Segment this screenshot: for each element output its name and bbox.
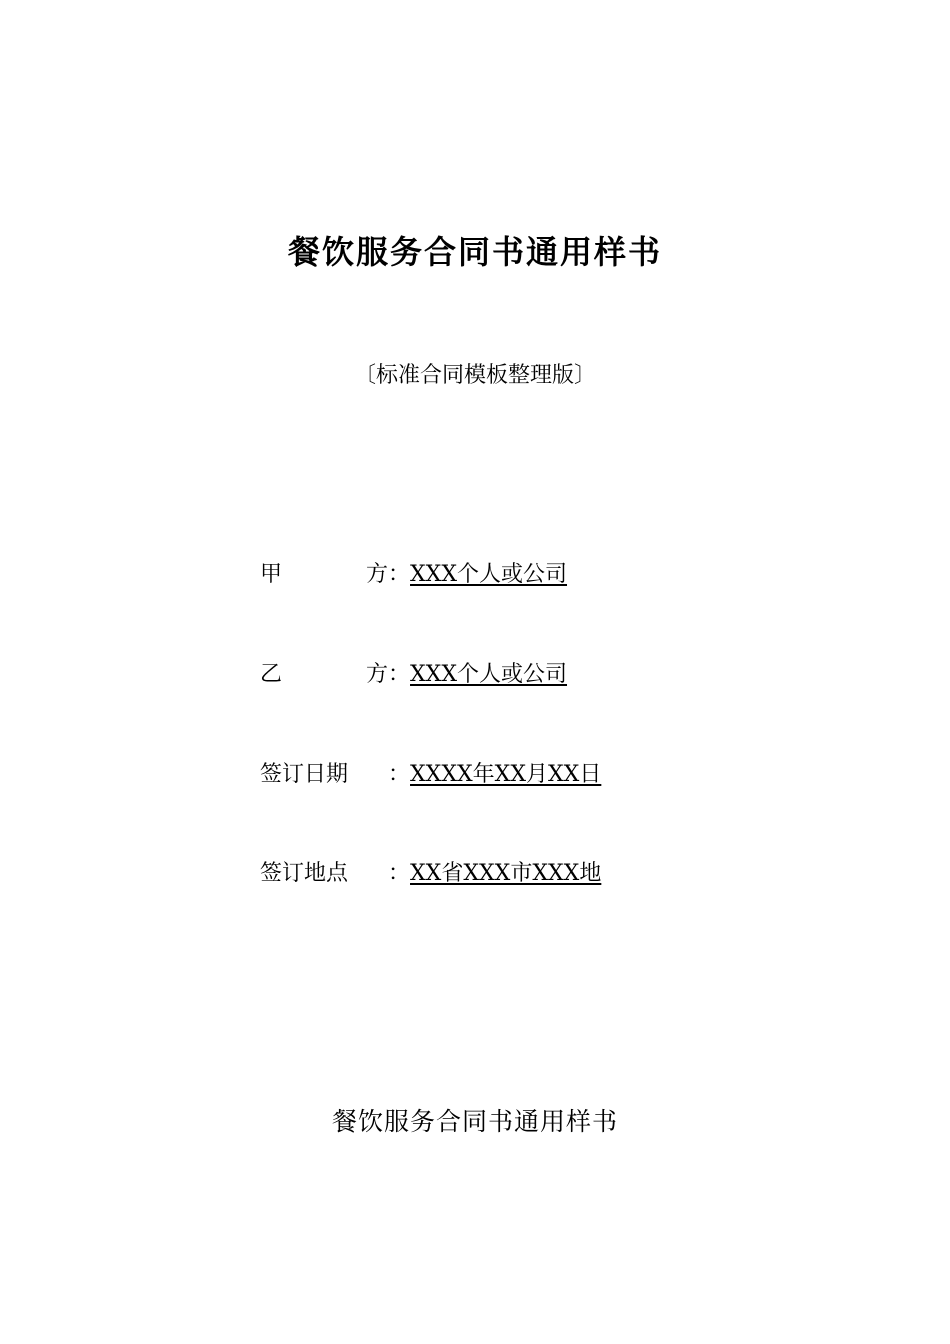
- party-a-field: [260, 560, 636, 590]
- party-b-colon: ：: [388, 662, 411, 687]
- party-b-field: [260, 660, 636, 690]
- party-a-colon: ：: [388, 562, 411, 587]
- document-subtitle: 〔标准合同模板整理版〕: [353, 363, 596, 388]
- party-a-value: XXX个人或公司: [410, 562, 568, 587]
- signing-place-value: XX省XXX市XXX地: [410, 861, 602, 886]
- signing-date-colon: ：: [388, 762, 411, 787]
- party-a-label: 甲方: [260, 562, 388, 587]
- document-title: 餐饮服务合同书通用样书: [287, 233, 662, 271]
- signing-date-label: 签订日期: [260, 762, 349, 787]
- party-b-label: 乙方: [260, 662, 388, 687]
- signing-place-label: 签订地点: [260, 861, 349, 886]
- signing-date-field: [260, 760, 658, 790]
- footer-title: 餐饮服务合同书通用样书: [331, 1107, 618, 1136]
- signing-date-value: XXXX年XX月XX日: [410, 762, 602, 787]
- party-b-value: XXX个人或公司: [410, 662, 568, 687]
- signing-place-colon: ：: [388, 861, 411, 886]
- signing-place-field: [260, 859, 630, 889]
